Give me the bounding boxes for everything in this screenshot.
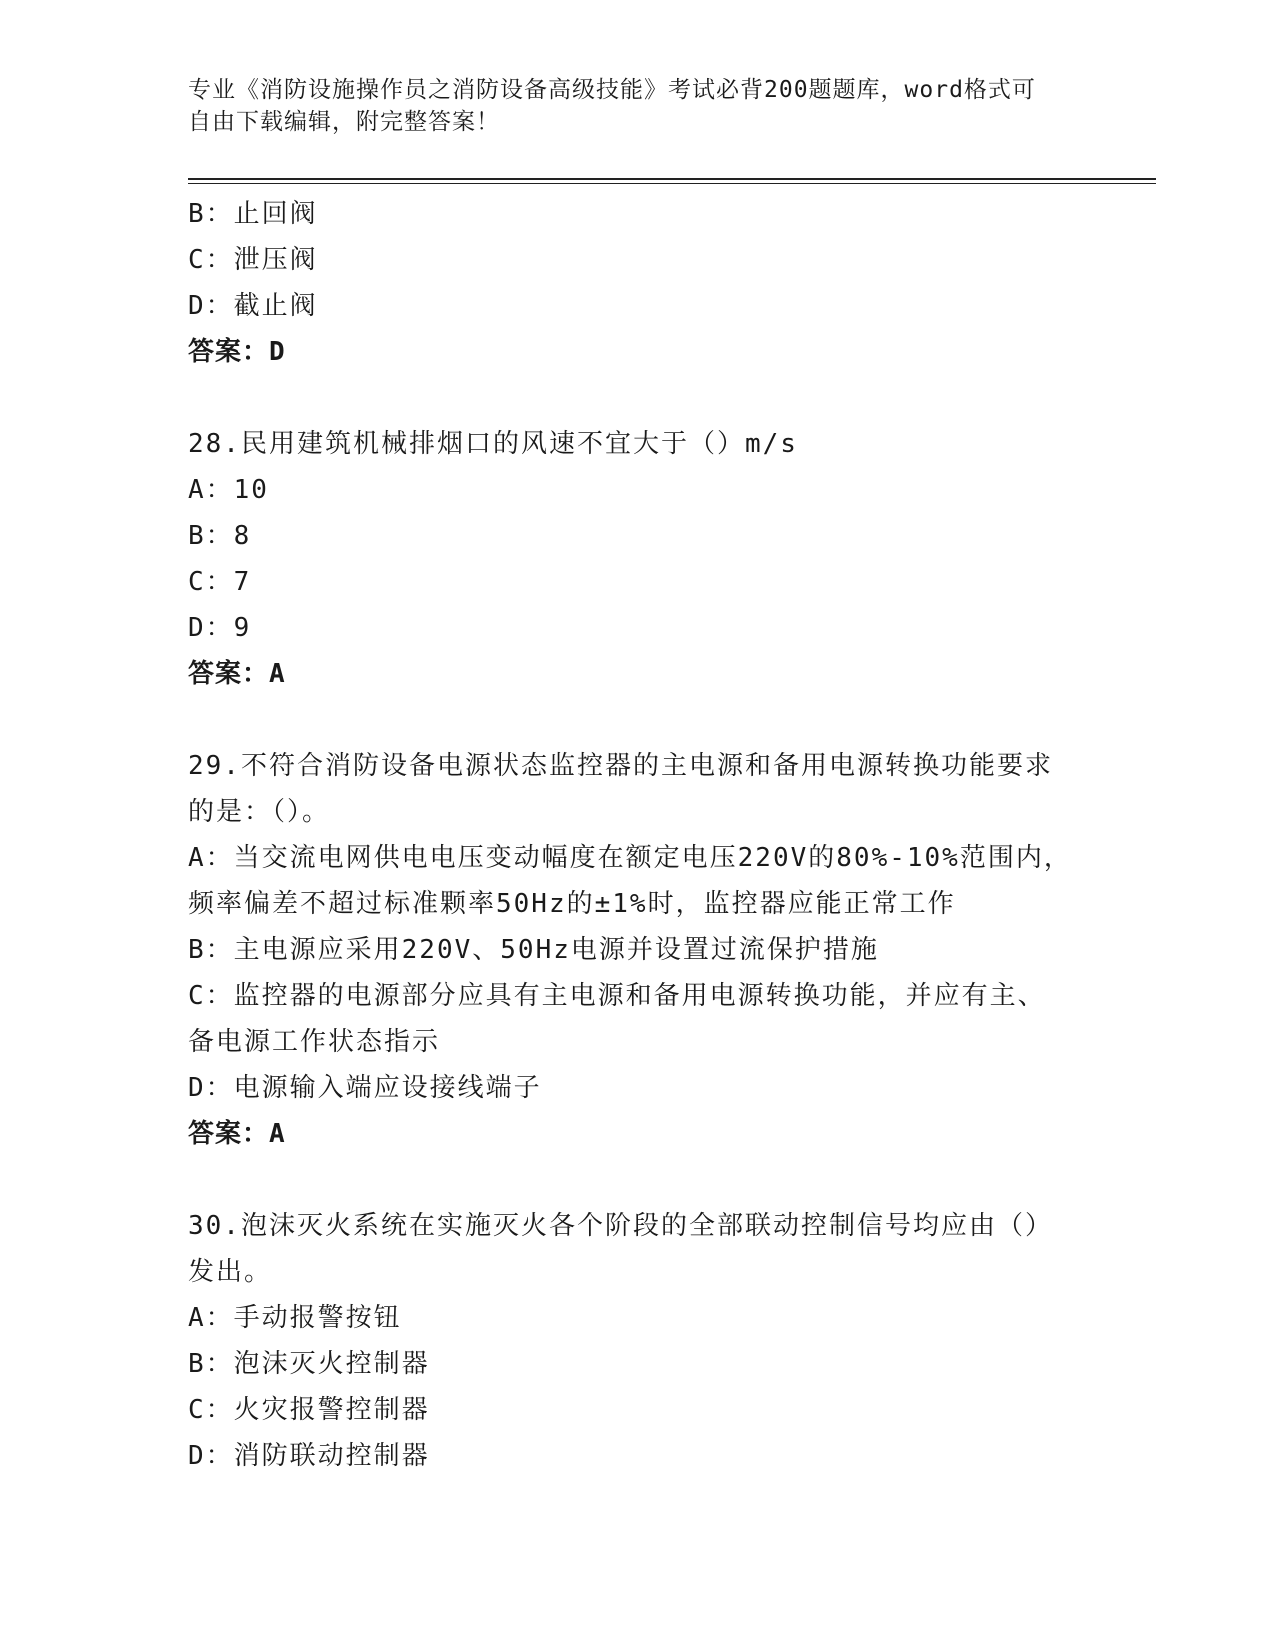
- spacer: [188, 375, 1088, 421]
- answer-label: 答案：A: [188, 659, 286, 689]
- spacer: [188, 697, 1088, 743]
- option-a: A：10: [188, 475, 269, 505]
- option-c-line-2: 备电源工作状态指示: [188, 1027, 441, 1057]
- question-stem-line-2: 的是：（）。: [188, 797, 331, 827]
- option-c: C：7: [188, 567, 252, 597]
- question-29: [188, 743, 1088, 1157]
- question-27-remainder: [188, 191, 1088, 375]
- answer-label: 答案：A: [188, 1119, 286, 1149]
- option-b: B：泡沫灭火控制器: [188, 1349, 430, 1379]
- option-b: B：8: [188, 521, 252, 551]
- option-b: B：止回阀: [188, 199, 318, 229]
- question-stem-line-1: 29.不符合消防设备电源状态监控器的主电源和备用电源转换功能要求: [188, 751, 1053, 781]
- option-a: A：手动报警按钮: [188, 1303, 402, 1333]
- option-c-line-1: C：监控器的电源部分应具有主电源和备用电源转换功能，并应有主、: [188, 981, 1046, 1011]
- option-d: D：9: [188, 613, 252, 643]
- header-line-1: 专业《消防设施操作员之消防设备高级技能》考试必背200题题库，word格式可: [188, 77, 1036, 103]
- spacer: [188, 1157, 1088, 1203]
- question-stem: 28.民用建筑机械排烟口的风速不宜大于（）m/s: [188, 429, 798, 459]
- document-header: [188, 74, 1088, 138]
- option-c: C：火灾报警控制器: [188, 1395, 430, 1425]
- option-a-line-1: A：当交流电网供电电压变动幅度在额定电压220V的80%-10%范围内，: [188, 843, 1072, 873]
- option-c: C：泄压阀: [188, 245, 318, 275]
- question-30: [188, 1203, 1088, 1479]
- question-28: [188, 421, 1088, 697]
- question-stem-line-2: 发出。: [188, 1257, 273, 1287]
- option-b: B：主电源应采用220V、50Hz电源并设置过流保护措施: [188, 935, 879, 965]
- option-d: D：截止阀: [188, 291, 318, 321]
- header-divider-thick: [188, 178, 1156, 180]
- question-list: [188, 191, 1088, 1479]
- header-line-2: 自由下载编辑，附完整答案！: [188, 109, 500, 135]
- header-divider-thin: [188, 183, 1156, 184]
- answer-label: 答案：D: [188, 337, 286, 367]
- option-a-line-2: 频率偏差不超过标准颗率50Hz的±1%时，监控器应能正常工作: [188, 889, 956, 919]
- question-stem-line-1: 30.泡沫灭火系统在实施灭火各个阶段的全部联动控制信号均应由（）: [188, 1211, 1053, 1241]
- option-d: D：消防联动控制器: [188, 1441, 430, 1471]
- option-d: D：电源输入端应设接线端子: [188, 1073, 542, 1103]
